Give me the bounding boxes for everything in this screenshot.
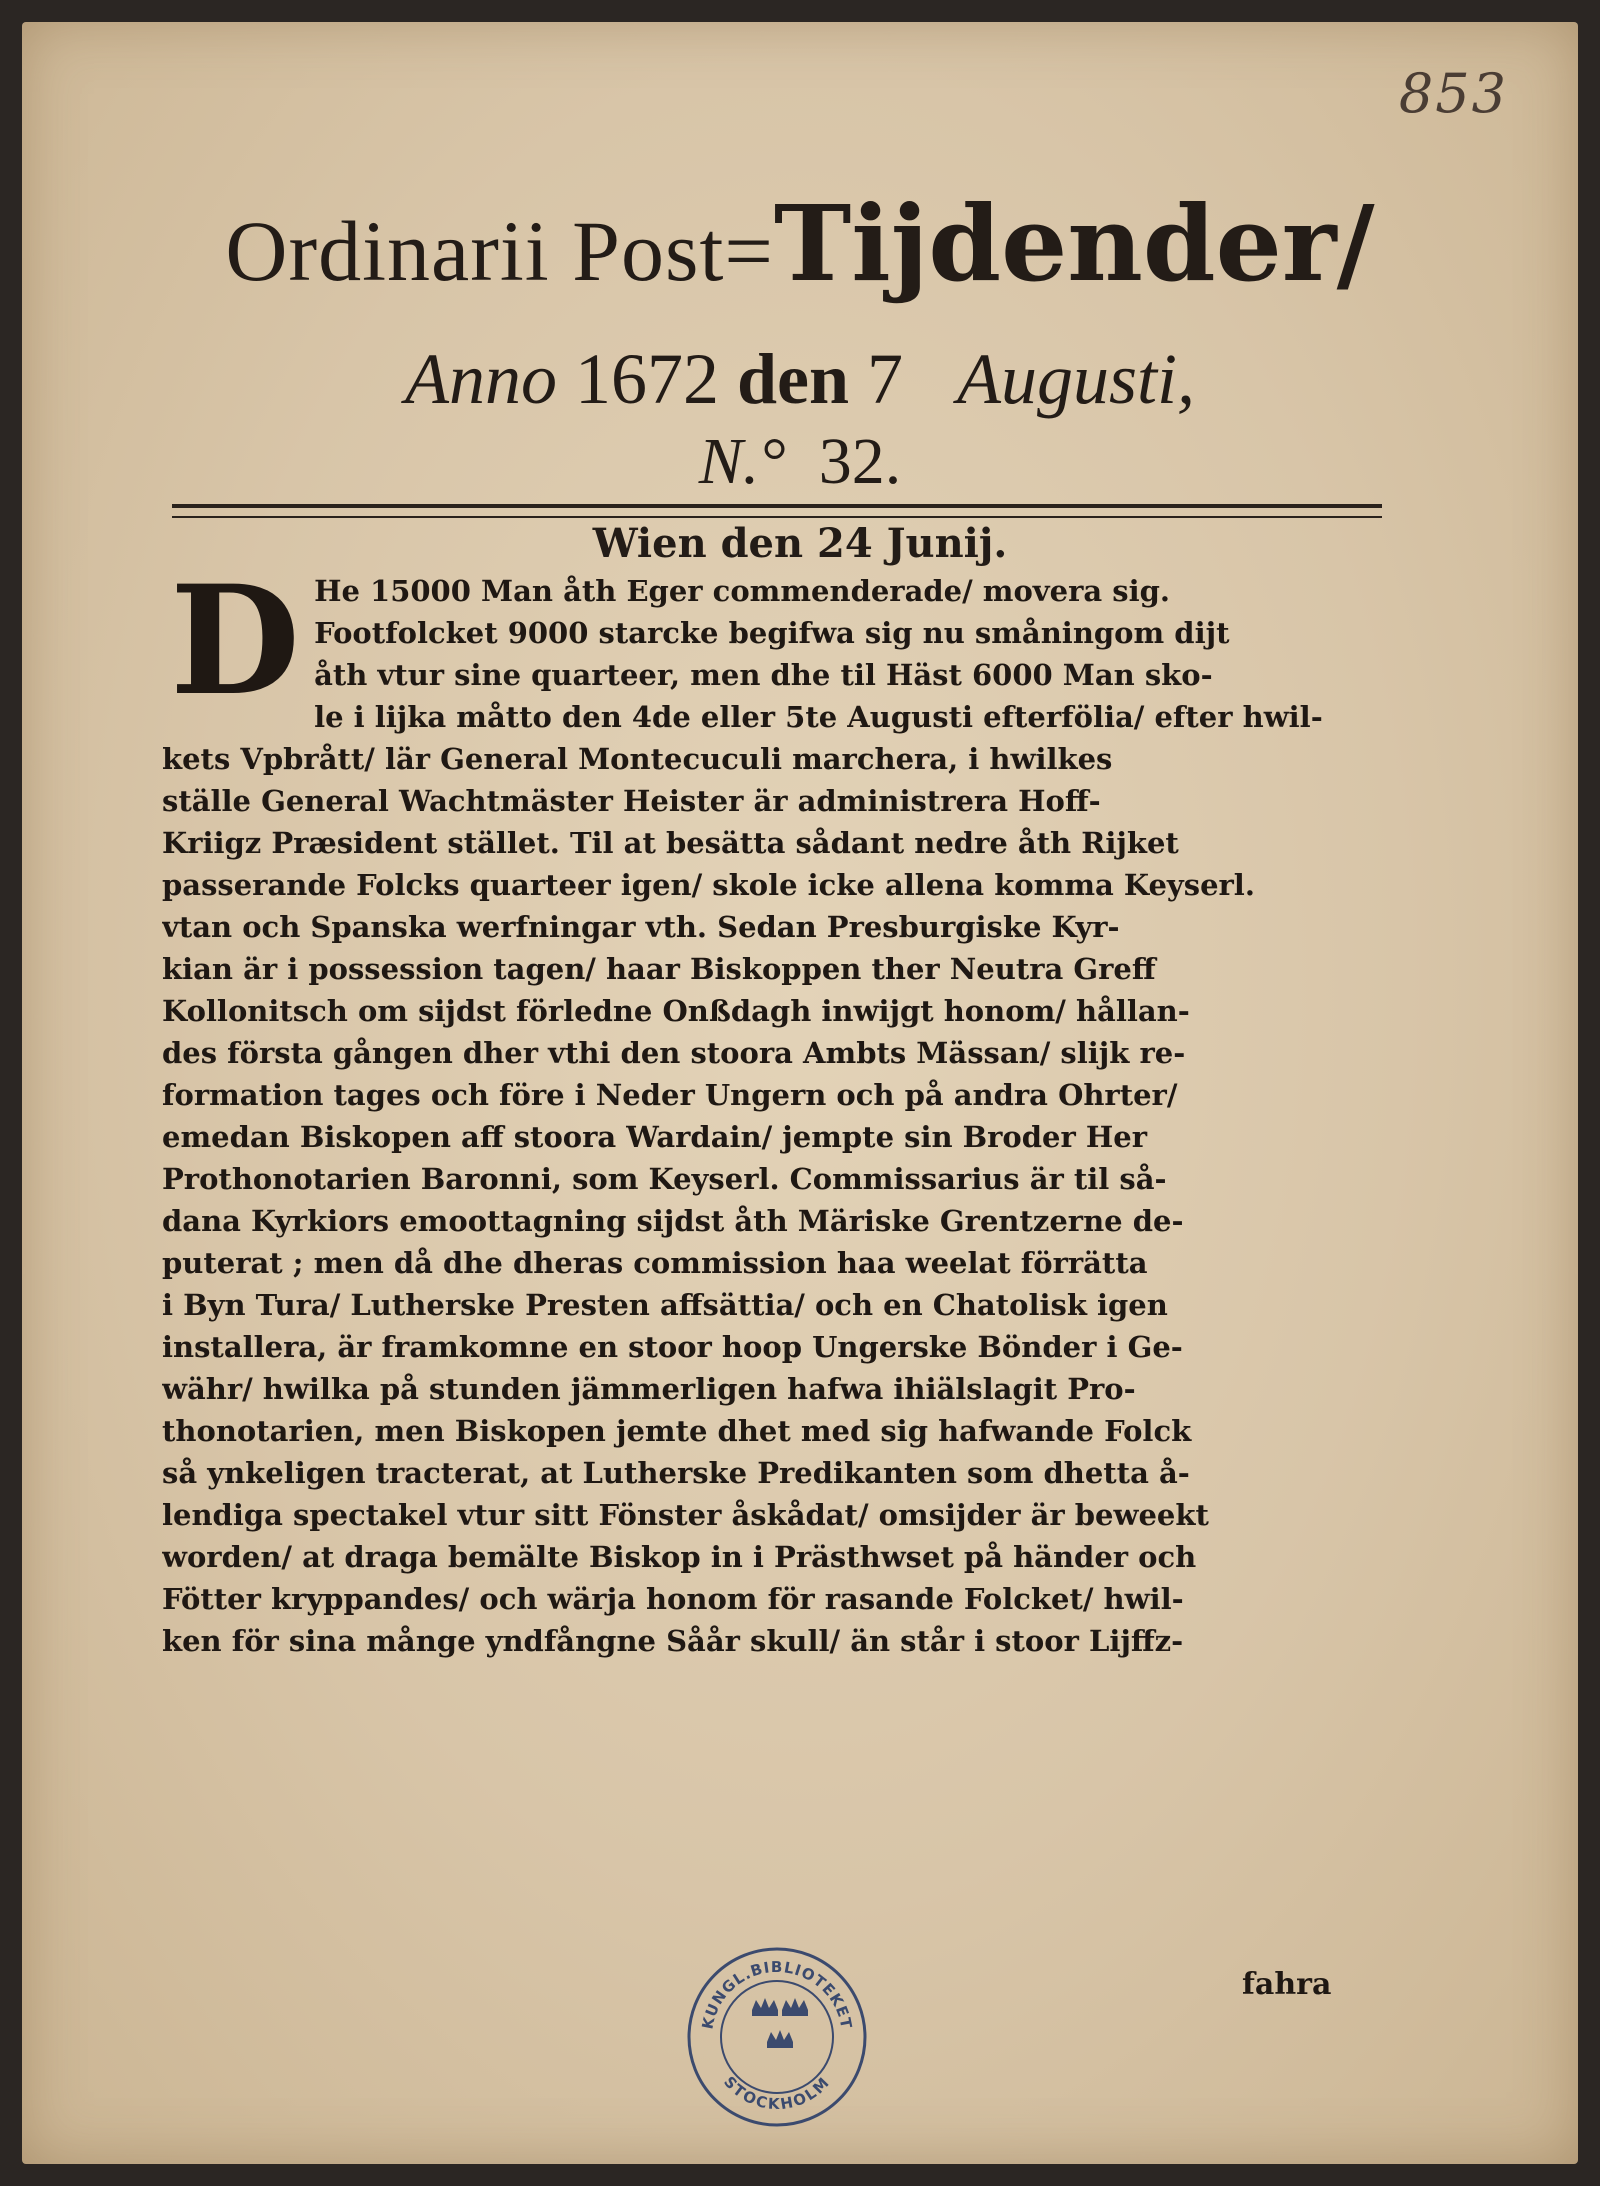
dateline-day: 7 — [867, 339, 903, 419]
stamp-bottom-text: STOCKHOLM — [720, 2072, 834, 2114]
newspaper-page — [22, 22, 1578, 2164]
masthead-rule-thin — [172, 516, 1382, 518]
dateline-anno: Anno — [404, 339, 557, 419]
stamp-top-text: KUNGL.BIBLIOTEKET — [698, 1957, 856, 2031]
article-line: emedan Biskopen aff stoora Wardain/ jempte sin Broder Her — [162, 1120, 1148, 1154]
article-line: thonotarien, men Biskopen jemte dhet med sig hafwande Folck — [162, 1414, 1192, 1448]
article-line: i Byn Tura/ Lutherske Presten affsättia/ och en Chatolisk igen — [162, 1288, 1168, 1322]
article-line: formation tages och före i Neder Ungern och på andra Ohrter/ — [162, 1078, 1178, 1112]
masthead-title-part1: Ordinarii Post= — [225, 203, 774, 299]
catchword: fahra — [1242, 1967, 1332, 2002]
article-line: Fötter kryppandes/ och wärja honom för rasande Folcket/ hwil- — [162, 1582, 1184, 1616]
article-line: Prothonotarien Baronni, som Keyserl. Commissarius är til så- — [162, 1162, 1167, 1196]
article-line: installera, är framkomne en stoor hoop Ungerske Bönder i Ge- — [162, 1330, 1183, 1364]
article-line: passerande Folcks quarteer igen/ skole icke allena komma Keyserl. — [162, 868, 1255, 902]
issue-prefix: N.° — [698, 425, 786, 498]
article-line: så ynkeligen tracterat, at Lutherske Predikanten som dhetta å- — [162, 1456, 1190, 1490]
article-line: Footfolcket 9000 starcke begifwa sig nu småningom dijt — [314, 616, 1230, 650]
issue-number — [22, 424, 1578, 500]
dateline-month: Augusti, — [957, 339, 1196, 419]
article-heading: Wien den 24 Junij. — [592, 520, 1008, 567]
article-line: He 15000 Man åth Eger commenderade/ movera sig. — [314, 574, 1170, 608]
article-line: ställe General Wachtmäster Heister är administrera Hoff- — [162, 784, 1101, 818]
three-crowns-icon — [752, 1998, 808, 2048]
article-line: puterat ; men då dhe dheras commission haa weelat förrätta — [162, 1246, 1148, 1280]
article-line: le i lijka måtto den 4de eller 5te Augusti efterfölia/ efter hwil- — [314, 700, 1323, 734]
article-line: ken för sina månge yndfångne Såår skull/ än står i stoor Lijffz- — [162, 1624, 1184, 1658]
masthead-rule-thick — [172, 504, 1382, 508]
library-stamp — [682, 1942, 872, 2132]
article-line: Kriigz Præsident stället. Til at besätta sådant nedre åth Rijket — [162, 826, 1179, 860]
article-line: vtan och Spanska werfningar vth. Sedan Presburgiske Kyr- — [162, 910, 1120, 944]
article-line: kian är i possession tagen/ haar Biskoppen ther Neutra Greff — [162, 952, 1156, 986]
dateline — [22, 338, 1578, 421]
article-line: des första gången dher vthi den stoora Ambts Mässan/ slijk re- — [162, 1036, 1186, 1070]
masthead-title-part2: Tijdender/ — [773, 182, 1375, 305]
article-line: dana Kyrkiors emoottagning sijdst åth Märiske Grentzerne de- — [162, 1204, 1184, 1238]
article-line: währ/ hwilka på stunden jämmerligen hafwa ihiälslagit Pro- — [162, 1372, 1136, 1406]
article-line: kets Vpbrått/ lär General Montecuculi marchera, i hwilkes — [162, 742, 1113, 776]
article-line: worden/ at draga bemälte Biskop in i Prästhwset på händer och — [162, 1540, 1197, 1574]
drop-cap: D — [170, 553, 301, 729]
article-line: lendiga spectakel vtur sitt Fönster åskådat/ omsijder är beweekt — [162, 1498, 1209, 1532]
article-line: åth vtur sine quarteer, men dhe til Häst 6000 Man sko- — [314, 658, 1213, 692]
dateline-den: den — [736, 339, 849, 419]
issue-value: 32. — [818, 425, 902, 498]
folio-number: 853 — [1398, 62, 1508, 125]
masthead-title — [22, 182, 1578, 305]
article-line: Kollonitsch om sijdst förledne Onßdagh inwijgt honom/ hållan- — [162, 994, 1190, 1028]
article-lines — [162, 553, 1392, 1662]
article-body — [162, 553, 1392, 1662]
dateline-year: 1672 — [574, 339, 719, 419]
